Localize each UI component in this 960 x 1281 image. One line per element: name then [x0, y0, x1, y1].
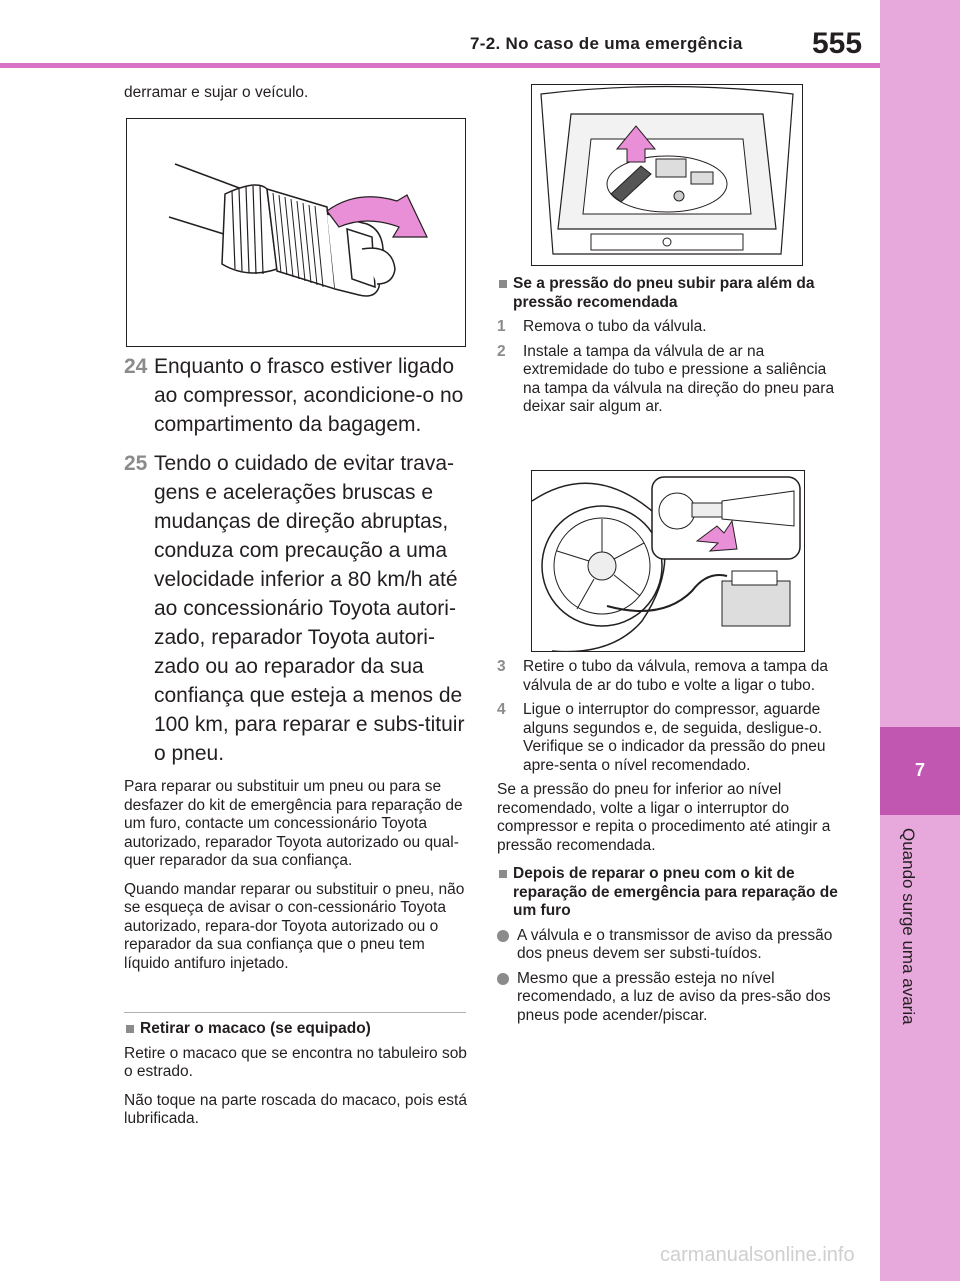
chapter-label: Quando surge uma avaria: [899, 828, 918, 1025]
step-number: 25: [124, 452, 148, 475]
bullet-item: [497, 927, 842, 964]
jack-section: [124, 1020, 469, 1139]
luggage-compartment-illustration: [531, 84, 803, 266]
square-bullet-icon: [499, 280, 507, 288]
section-title-text: Se a pressão do pneu subir para além da pressão recomendada: [513, 275, 815, 311]
step-24: [124, 352, 469, 439]
step-number: 1: [497, 318, 506, 335]
step-number: 3: [497, 658, 506, 675]
step-4: [497, 701, 842, 775]
hose-connector-illustration: [127, 119, 465, 346]
header-rule: [0, 63, 880, 68]
luggage-compartment-figure: [531, 84, 803, 266]
step-text: Remova o tubo da válvula.: [523, 318, 707, 335]
step-number: 24: [124, 355, 148, 378]
step-2: [497, 343, 842, 417]
page-number: 555: [812, 27, 863, 60]
notify-paragraph: Quando mandar reparar ou substituir o pneu, não se esqueça de avisar o con-cessionário Toyota autorizado, repara-dor Toyota autorizado ou o reparador da sua confiança que o pneu tem líquido antifuro injetado.: [124, 880, 465, 972]
step-text: Ligue o interruptor do compressor, aguarde alguns segundos e, de seguida, desligue-o. Verifique se o indicador da pressão do pneu apre-senta o nível recomendado.: [523, 701, 826, 774]
step-text: Instale a tampa da válvula de ar na extremidade do tubo e pressione a saliência na tampa da válvula na direção do pneu para deixar sair algum ar.: [523, 342, 835, 415]
step-number: 2: [497, 342, 506, 360]
intro-text: derramar e sujar o veículo.: [124, 84, 309, 101]
hose-connector-figure: [126, 118, 466, 347]
repair-paragraph: Para reparar ou substituir um pneu ou para se desfazer do kit de emergência para reparação de um furo, contacte um concessionário Toyota autorizado, reparador Toyota autorizado ou qual-quer reparador da sua confiança.: [124, 778, 463, 869]
step-text: Retire o tubo da válvula, remova a tampa da válvula de ar do tubo e volte a ligar o tubo.: [523, 658, 829, 694]
chapter-number: 7: [914, 760, 925, 780]
step-25: [124, 449, 469, 768]
bullet-text: A válvula e o transmissor de aviso da pressão dos pneus devem ser substi-tuídos.: [517, 926, 833, 962]
step-3: [497, 658, 842, 695]
section-title-text: Retirar o macaco (se equipado): [140, 1020, 371, 1037]
square-bullet-icon: [499, 870, 507, 878]
chapter-tab: [880, 0, 960, 1281]
square-bullet-icon: [126, 1025, 134, 1033]
pressure-steps-block: [497, 658, 842, 1031]
circle-bullet-icon: [497, 930, 509, 942]
step-1: [497, 318, 842, 337]
valve-compressor-figure: [531, 470, 805, 652]
bullet-item: [497, 970, 842, 1026]
jack-paragraph-1: Retire o macaco que se encontra no tabuleiro sob o estrado.: [124, 1044, 467, 1080]
valve-compressor-illustration: [532, 471, 804, 651]
jack-section-title: [124, 1020, 469, 1039]
pressure-high-section: [497, 275, 842, 423]
circle-bullet-icon: [497, 973, 509, 985]
step-number: 4: [497, 701, 506, 718]
section-header: 7-2. No caso de uma emergência: [470, 34, 743, 53]
section-divider: [124, 1012, 466, 1013]
pressure-high-title: [497, 275, 842, 312]
step-text: Tendo o cuidado de evitar trava-gens e acelerações bruscas e mudanças de direção abruptas, conduza com precaução a uma velocidade inferior a 80 km/h até ao concessionário Toyota autori-zado, reparador Toyota autori-zado ou ao reparador da sua confiança que esteja a menos de 100 km, para reparar e subs-tituir o pneu.: [154, 452, 465, 765]
step-text: Enquanto o frasco estiver ligado ao compressor, acondicione-o no compartimento da bagagem.: [154, 355, 464, 436]
low-pressure-paragraph: Se a pressão do pneu for inferior ao nível recomendado, volte a ligar o interruptor do compressor e repita o procedimento até atingir a pressão recomendada.: [497, 781, 831, 854]
section-title-text: Depois de reparar o pneu com o kit de reparação de emergência para reparação de um furo: [513, 865, 838, 919]
left-steps-block: [124, 352, 469, 983]
jack-paragraph-2: Não toque na parte roscada do macaco, pois está lubrificada.: [124, 1091, 467, 1127]
bullet-text: Mesmo que a pressão esteja no nível recomendado, a luz de aviso da pres-são dos pneus pode acender/piscar.: [517, 969, 831, 1024]
after-repair-title: [497, 865, 842, 921]
watermark: carmanualsonline.info: [660, 1244, 855, 1266]
left-intro-block: [124, 84, 469, 113]
